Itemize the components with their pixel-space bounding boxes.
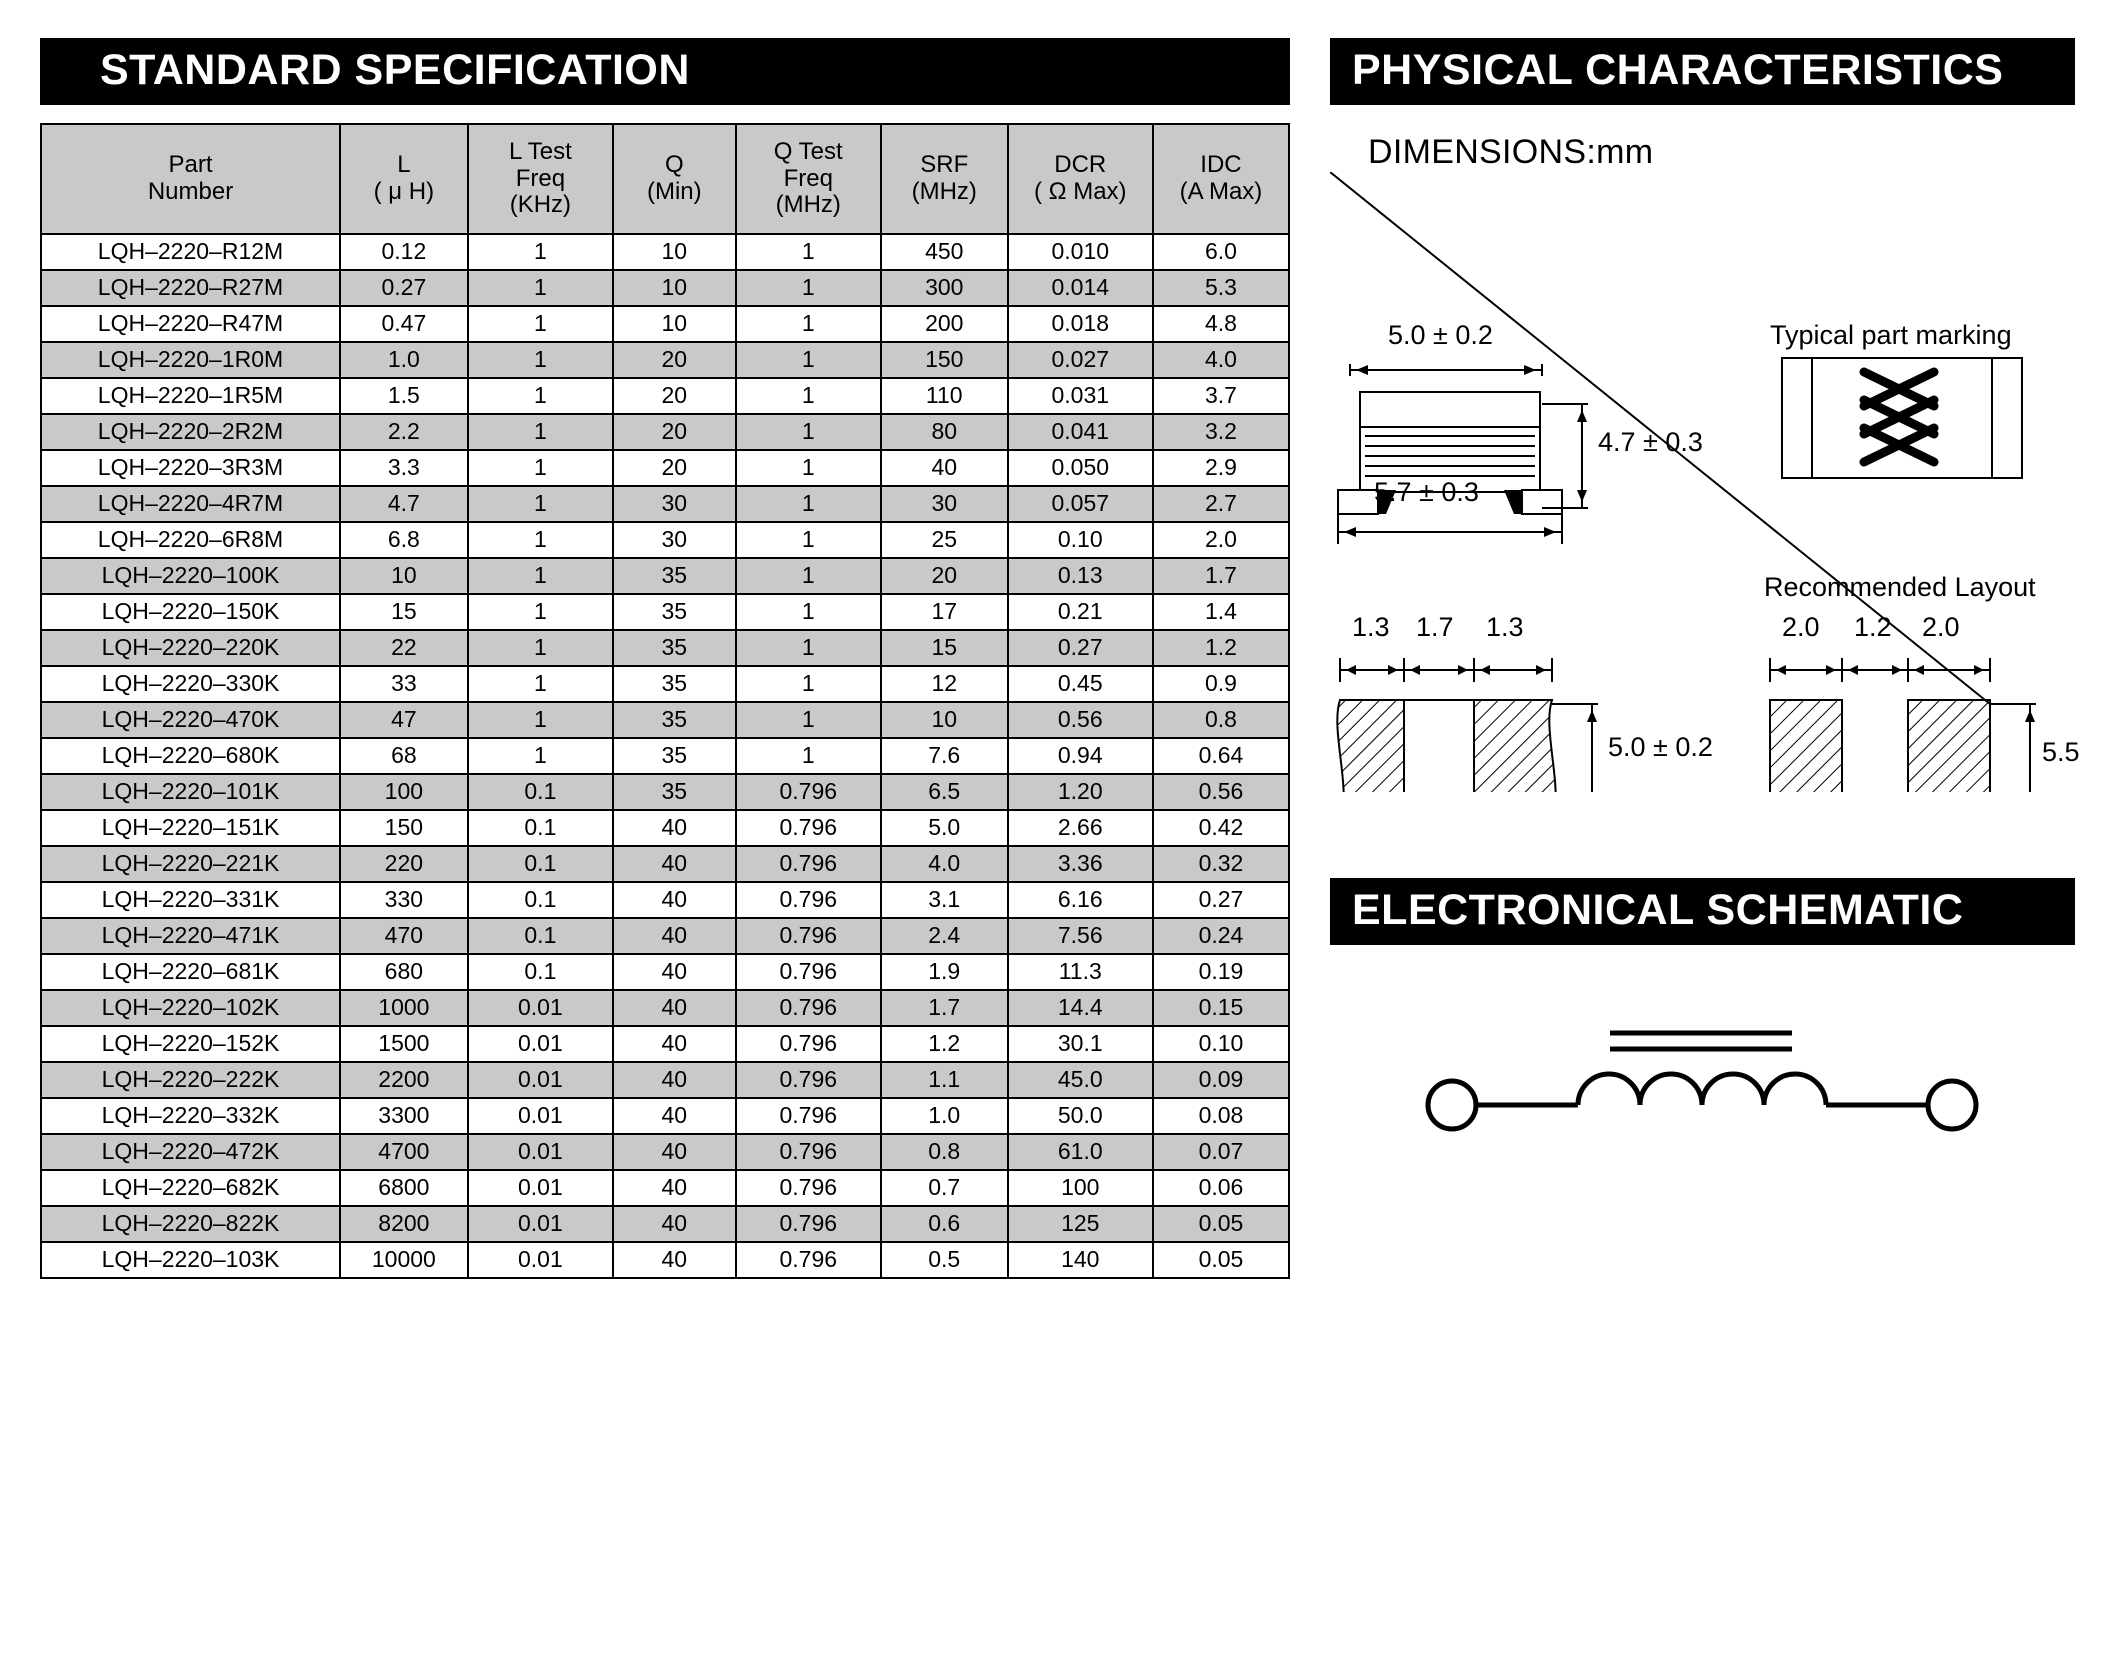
cell-part-number: LQH–2220–331K: [41, 882, 340, 918]
cell-value: 0.01: [468, 1062, 613, 1098]
column-header-q-test-freq: Q Test Freq (MHz): [736, 124, 881, 234]
cell-value: 0.057: [1008, 486, 1153, 522]
cell-value: 1: [736, 702, 881, 738]
table-row: [41, 378, 1289, 414]
cell-value: 40: [613, 954, 736, 990]
cell-part-number: LQH–2220–332K: [41, 1098, 340, 1134]
cell-value: 30.1: [1008, 1026, 1153, 1062]
cell-value: 330: [340, 882, 468, 918]
cell-part-number: LQH–2220–472K: [41, 1134, 340, 1170]
table-row: [41, 342, 1289, 378]
cell-value: 35: [613, 630, 736, 666]
cell-value: 0.19: [1153, 954, 1289, 990]
cell-value: 1: [468, 738, 613, 774]
cell-value: 1: [736, 558, 881, 594]
cell-value: 0.45: [1008, 666, 1153, 702]
table-row: [41, 234, 1289, 270]
table-row: [41, 594, 1289, 630]
cell-value: 10: [613, 270, 736, 306]
cell-value: 35: [613, 666, 736, 702]
cell-value: 6.0: [1153, 234, 1289, 270]
dim-length-label: 5.7 ± 0.3: [1374, 477, 1479, 507]
cell-part-number: LQH–2220–822K: [41, 1206, 340, 1242]
dim-width-label: 5.0 ± 0.2: [1388, 320, 1493, 350]
land-dim-a-label: 1.3: [1352, 612, 1390, 642]
cell-value: 450: [881, 234, 1008, 270]
layout-dim-c-label: 2.0: [1922, 612, 1960, 642]
table-row: [41, 918, 1289, 954]
cell-value: 0.031: [1008, 378, 1153, 414]
cell-value: 1: [736, 522, 881, 558]
table-row: [41, 558, 1289, 594]
cell-value: 200: [881, 306, 1008, 342]
cell-value: 7.56: [1008, 918, 1153, 954]
cell-value: 30: [881, 486, 1008, 522]
cell-value: 2.7: [1153, 486, 1289, 522]
cell-value: 1: [468, 450, 613, 486]
cell-value: 0.64: [1153, 738, 1289, 774]
cell-value: 40: [613, 1170, 736, 1206]
table-row: [41, 1170, 1289, 1206]
cell-value: 80: [881, 414, 1008, 450]
cell-value: 1.2: [881, 1026, 1008, 1062]
cell-value: 1.1: [881, 1062, 1008, 1098]
cell-value: 0.1: [468, 882, 613, 918]
cell-value: 0.8: [1153, 702, 1289, 738]
cell-value: 1: [736, 486, 881, 522]
cell-value: 4.0: [881, 846, 1008, 882]
table-row: [41, 846, 1289, 882]
cell-value: 0.01: [468, 1026, 613, 1062]
table-row: [41, 810, 1289, 846]
cell-value: 12: [881, 666, 1008, 702]
cell-value: 0.24: [1153, 918, 1289, 954]
cell-part-number: LQH–2220–2R2M: [41, 414, 340, 450]
cell-value: 0.01: [468, 1170, 613, 1206]
cell-value: 1: [468, 306, 613, 342]
cell-value: 15: [881, 630, 1008, 666]
cell-value: 3.36: [1008, 846, 1153, 882]
cell-value: 40: [613, 846, 736, 882]
table-row: [41, 306, 1289, 342]
table-row: [41, 954, 1289, 990]
cell-part-number: LQH–2220–3R3M: [41, 450, 340, 486]
cell-value: 0.7: [881, 1170, 1008, 1206]
cell-value: 1.7: [1153, 558, 1289, 594]
table-row: [41, 1242, 1289, 1278]
cell-value: 0.05: [1153, 1242, 1289, 1278]
layout-dim-b-label: 1.2: [1854, 612, 1892, 642]
cell-value: 35: [613, 774, 736, 810]
cell-value: 0.796: [736, 1134, 881, 1170]
cell-value: 1: [736, 450, 881, 486]
cell-value: 3.2: [1153, 414, 1289, 450]
cell-value: 0.796: [736, 918, 881, 954]
table-row: [41, 1134, 1289, 1170]
cell-value: 0.027: [1008, 342, 1153, 378]
table-row: [41, 270, 1289, 306]
cell-value: 0.32: [1153, 846, 1289, 882]
cell-part-number: LQH–2220–470K: [41, 702, 340, 738]
cell-value: 0.796: [736, 1062, 881, 1098]
cell-value: 1: [468, 342, 613, 378]
recommended-layout-label: Recommended Layout: [1764, 572, 2036, 602]
cell-value: 6.8: [340, 522, 468, 558]
cell-value: 40: [613, 1098, 736, 1134]
cell-value: 125: [1008, 1206, 1153, 1242]
cell-value: 0.796: [736, 1242, 881, 1278]
cell-value: 1: [468, 558, 613, 594]
cell-value: 0.796: [736, 882, 881, 918]
cell-part-number: LQH–2220–100K: [41, 558, 340, 594]
cell-part-number: LQH–2220–222K: [41, 1062, 340, 1098]
cell-value: 140: [1008, 1242, 1153, 1278]
cell-value: 30: [613, 486, 736, 522]
cell-part-number: LQH–2220–152K: [41, 1026, 340, 1062]
cell-value: 4.0: [1153, 342, 1289, 378]
table-row: [41, 630, 1289, 666]
cell-value: 50.0: [1008, 1098, 1153, 1134]
cell-value: 3300: [340, 1098, 468, 1134]
cell-value: 35: [613, 558, 736, 594]
cell-value: 20: [613, 414, 736, 450]
cell-value: 1: [468, 630, 613, 666]
cell-value: 4.8: [1153, 306, 1289, 342]
cell-part-number: LQH–2220–680K: [41, 738, 340, 774]
cell-value: 1: [736, 414, 881, 450]
cell-value: 40: [613, 1206, 736, 1242]
cell-value: 0.1: [468, 774, 613, 810]
cell-value: 20: [881, 558, 1008, 594]
cell-value: 7.6: [881, 738, 1008, 774]
cell-value: 40: [881, 450, 1008, 486]
cell-value: 0.56: [1153, 774, 1289, 810]
cell-value: 0.9: [1153, 666, 1289, 702]
table-row: [41, 414, 1289, 450]
cell-value: 0.014: [1008, 270, 1153, 306]
cell-value: 0.06: [1153, 1170, 1289, 1206]
cell-value: 15: [340, 594, 468, 630]
cell-value: 33: [340, 666, 468, 702]
cell-part-number: LQH–2220–151K: [41, 810, 340, 846]
cell-value: 6800: [340, 1170, 468, 1206]
cell-value: 0.01: [468, 1242, 613, 1278]
cell-value: 2.2: [340, 414, 468, 450]
cell-part-number: LQH–2220–102K: [41, 990, 340, 1026]
cell-value: 20: [613, 450, 736, 486]
cell-value: 0.796: [736, 1170, 881, 1206]
cell-value: 0.08: [1153, 1098, 1289, 1134]
specification-table-body: [41, 234, 1289, 1278]
cell-value: 2.4: [881, 918, 1008, 954]
cell-value: 1.20: [1008, 774, 1153, 810]
column-header-part-number: Part Number: [41, 124, 340, 234]
cell-value: 0.018: [1008, 306, 1153, 342]
cell-value: 0.27: [340, 270, 468, 306]
cell-value: 1.0: [881, 1098, 1008, 1134]
cell-value: 1: [736, 378, 881, 414]
cell-value: 0.1: [468, 846, 613, 882]
cell-value: 0.05: [1153, 1206, 1289, 1242]
cell-value: 1: [736, 234, 881, 270]
cell-value: 30: [613, 522, 736, 558]
cell-part-number: LQH–2220–221K: [41, 846, 340, 882]
cell-value: 0.13: [1008, 558, 1153, 594]
cell-value: 0.01: [468, 1098, 613, 1134]
cell-value: 1000: [340, 990, 468, 1026]
dim-height-label: 4.7 ± 0.3: [1598, 427, 1703, 457]
cell-value: 0.01: [468, 990, 613, 1026]
cell-value: 0.10: [1008, 522, 1153, 558]
cell-value: 10: [881, 702, 1008, 738]
cell-value: 0.1: [468, 810, 613, 846]
land-depth-label: 5.0 ± 0.2: [1608, 732, 1713, 762]
cell-value: 4700: [340, 1134, 468, 1170]
physical-characteristics-banner: PHYSICAL CHARACTERISTICS: [1330, 38, 2075, 105]
cell-value: 14.4: [1008, 990, 1153, 1026]
land-dim-c-label: 1.3: [1486, 612, 1524, 642]
cell-value: 0.041: [1008, 414, 1153, 450]
cell-value: 1: [736, 306, 881, 342]
cell-value: 40: [613, 1026, 736, 1062]
table-row: [41, 522, 1289, 558]
cell-value: 0.47: [340, 306, 468, 342]
column-header-l-test-freq: L Test Freq (KHz): [468, 124, 613, 234]
cell-value: 0.10: [1153, 1026, 1289, 1062]
cell-value: 470: [340, 918, 468, 954]
cell-value: 17: [881, 594, 1008, 630]
cell-value: 0.8: [881, 1134, 1008, 1170]
cell-value: 1: [468, 522, 613, 558]
cell-value: 68: [340, 738, 468, 774]
cell-value: 1: [736, 594, 881, 630]
cell-value: 300: [881, 270, 1008, 306]
cell-value: 1: [468, 594, 613, 630]
cell-value: 100: [340, 774, 468, 810]
cell-part-number: LQH–2220–471K: [41, 918, 340, 954]
cell-value: 2.66: [1008, 810, 1153, 846]
part-marking-label: Typical part marking: [1770, 320, 2012, 350]
table-row: [41, 702, 1289, 738]
cell-value: 5.3: [1153, 270, 1289, 306]
cell-value: 0.12: [340, 234, 468, 270]
cell-value: 0.5: [881, 1242, 1008, 1278]
cell-value: 1.9: [881, 954, 1008, 990]
cell-value: 40: [613, 810, 736, 846]
cell-value: 0.796: [736, 1026, 881, 1062]
cell-value: 1: [736, 270, 881, 306]
cell-value: 35: [613, 702, 736, 738]
right-column: [1330, 38, 2080, 1245]
cell-value: 20: [613, 378, 736, 414]
cell-part-number: LQH–2220–220K: [41, 630, 340, 666]
cell-part-number: LQH–2220–330K: [41, 666, 340, 702]
schematic-drawing: [1330, 945, 2075, 1245]
table-row: [41, 450, 1289, 486]
cell-value: 1: [468, 414, 613, 450]
cell-value: 61.0: [1008, 1134, 1153, 1170]
cell-value: 25: [881, 522, 1008, 558]
cell-part-number: LQH–2220–R47M: [41, 306, 340, 342]
cell-value: 0.07: [1153, 1134, 1289, 1170]
cell-value: 11.3: [1008, 954, 1153, 990]
dimensions-label: DIMENSIONS:mm: [1368, 133, 1654, 171]
cell-part-number: LQH–2220–1R0M: [41, 342, 340, 378]
cell-value: 6.16: [1008, 882, 1153, 918]
column-header-dcr: DCR ( Ω Max): [1008, 124, 1153, 234]
cell-value: 110: [881, 378, 1008, 414]
table-row: [41, 486, 1289, 522]
cell-value: 5.0: [881, 810, 1008, 846]
table-row: [41, 882, 1289, 918]
cell-value: 0.796: [736, 1098, 881, 1134]
layout-dim-a-label: 2.0: [1782, 612, 1820, 642]
cell-value: 0.796: [736, 990, 881, 1026]
cell-value: 3.3: [340, 450, 468, 486]
cell-value: 3.1: [881, 882, 1008, 918]
cell-value: 0.1: [468, 954, 613, 990]
cell-value: 1: [736, 342, 881, 378]
cell-value: 0.27: [1008, 630, 1153, 666]
cell-value: 0.796: [736, 1206, 881, 1242]
cell-value: 100: [1008, 1170, 1153, 1206]
standard-specification-section: [40, 38, 1290, 1279]
cell-value: 1.7: [881, 990, 1008, 1026]
cell-value: 8200: [340, 1206, 468, 1242]
table-row: [41, 1098, 1289, 1134]
cell-value: 0.796: [736, 954, 881, 990]
cell-value: 1: [468, 234, 613, 270]
cell-value: 35: [613, 594, 736, 630]
cell-part-number: LQH–2220–681K: [41, 954, 340, 990]
cell-value: 0.050: [1008, 450, 1153, 486]
cell-value: 1.5: [340, 378, 468, 414]
cell-value: 1: [736, 630, 881, 666]
table-row: [41, 738, 1289, 774]
cell-part-number: LQH–2220–103K: [41, 1242, 340, 1278]
table-header-row: [41, 124, 1289, 234]
table-row: [41, 1062, 1289, 1098]
cell-part-number: LQH–2220–4R7M: [41, 486, 340, 522]
column-header-l: L ( μ H): [340, 124, 468, 234]
cell-value: 1.2: [1153, 630, 1289, 666]
cell-value: 35: [613, 738, 736, 774]
physical-drawings: [1330, 172, 2080, 832]
cell-value: 20: [613, 342, 736, 378]
cell-value: 1: [468, 666, 613, 702]
cell-value: 40: [613, 1062, 736, 1098]
cell-value: 0.6: [881, 1206, 1008, 1242]
column-header-q: Q (Min): [613, 124, 736, 234]
cell-value: 47: [340, 702, 468, 738]
cell-value: 0.1: [468, 918, 613, 954]
cell-value: 680: [340, 954, 468, 990]
cell-value: 40: [613, 918, 736, 954]
cell-value: 10: [613, 306, 736, 342]
cell-value: 6.5: [881, 774, 1008, 810]
cell-part-number: LQH–2220–682K: [41, 1170, 340, 1206]
cell-value: 3.7: [1153, 378, 1289, 414]
cell-part-number: LQH–2220–6R8M: [41, 522, 340, 558]
land-dim-b-label: 1.7: [1416, 612, 1454, 642]
cell-value: 0.796: [736, 846, 881, 882]
cell-value: 1: [468, 486, 613, 522]
cell-value: 0.27: [1153, 882, 1289, 918]
table-row: [41, 666, 1289, 702]
cell-value: 220: [340, 846, 468, 882]
cell-value: 1.0: [340, 342, 468, 378]
cell-value: 1: [468, 378, 613, 414]
cell-value: 1: [468, 702, 613, 738]
cell-value: 0.01: [468, 1134, 613, 1170]
cell-value: 10000: [340, 1242, 468, 1278]
cell-value: 1: [736, 666, 881, 702]
cell-value: 40: [613, 1242, 736, 1278]
cell-part-number: LQH–2220–150K: [41, 594, 340, 630]
cell-value: 0.42: [1153, 810, 1289, 846]
cell-value: 2.0: [1153, 522, 1289, 558]
cell-value: 10: [340, 558, 468, 594]
cell-part-number: LQH–2220–101K: [41, 774, 340, 810]
table-row: [41, 774, 1289, 810]
cell-value: 4.7: [340, 486, 468, 522]
cell-value: 0.15: [1153, 990, 1289, 1026]
cell-value: 0.010: [1008, 234, 1153, 270]
table-row: [41, 1026, 1289, 1062]
cell-part-number: LQH–2220–R27M: [41, 270, 340, 306]
cell-value: 0.56: [1008, 702, 1153, 738]
cell-value: 0.796: [736, 774, 881, 810]
cell-value: 10: [613, 234, 736, 270]
standard-specification-banner: STANDARD SPECIFICATION: [40, 38, 1290, 105]
cell-value: 40: [613, 1134, 736, 1170]
cell-value: 1: [468, 270, 613, 306]
cell-value: 2.9: [1153, 450, 1289, 486]
cell-part-number: LQH–2220–R12M: [41, 234, 340, 270]
column-header-srf: SRF (MHz): [881, 124, 1008, 234]
cell-value: 40: [613, 882, 736, 918]
cell-value: 1: [736, 738, 881, 774]
cell-value: 0.94: [1008, 738, 1153, 774]
specification-table: [40, 123, 1290, 1279]
layout-depth-label: 5.5: [2042, 737, 2080, 767]
cell-value: 22: [340, 630, 468, 666]
column-header-idc: IDC (A Max): [1153, 124, 1289, 234]
inductor-schematic-svg: [1330, 945, 2075, 1205]
cell-value: 0.21: [1008, 594, 1153, 630]
cell-value: 0.796: [736, 810, 881, 846]
cell-part-number: LQH–2220–1R5M: [41, 378, 340, 414]
cell-value: 150: [881, 342, 1008, 378]
cell-value: 2200: [340, 1062, 468, 1098]
cell-value: 40: [613, 990, 736, 1026]
cell-value: 150: [340, 810, 468, 846]
table-row: [41, 1206, 1289, 1242]
table-row: [41, 990, 1289, 1026]
cell-value: 0.09: [1153, 1062, 1289, 1098]
cell-value: 45.0: [1008, 1062, 1153, 1098]
cell-value: 1500: [340, 1026, 468, 1062]
cell-value: 1.4: [1153, 594, 1289, 630]
cell-value: 0.01: [468, 1206, 613, 1242]
electronical-schematic-banner: ELECTRONICAL SCHEMATIC: [1330, 878, 2075, 945]
